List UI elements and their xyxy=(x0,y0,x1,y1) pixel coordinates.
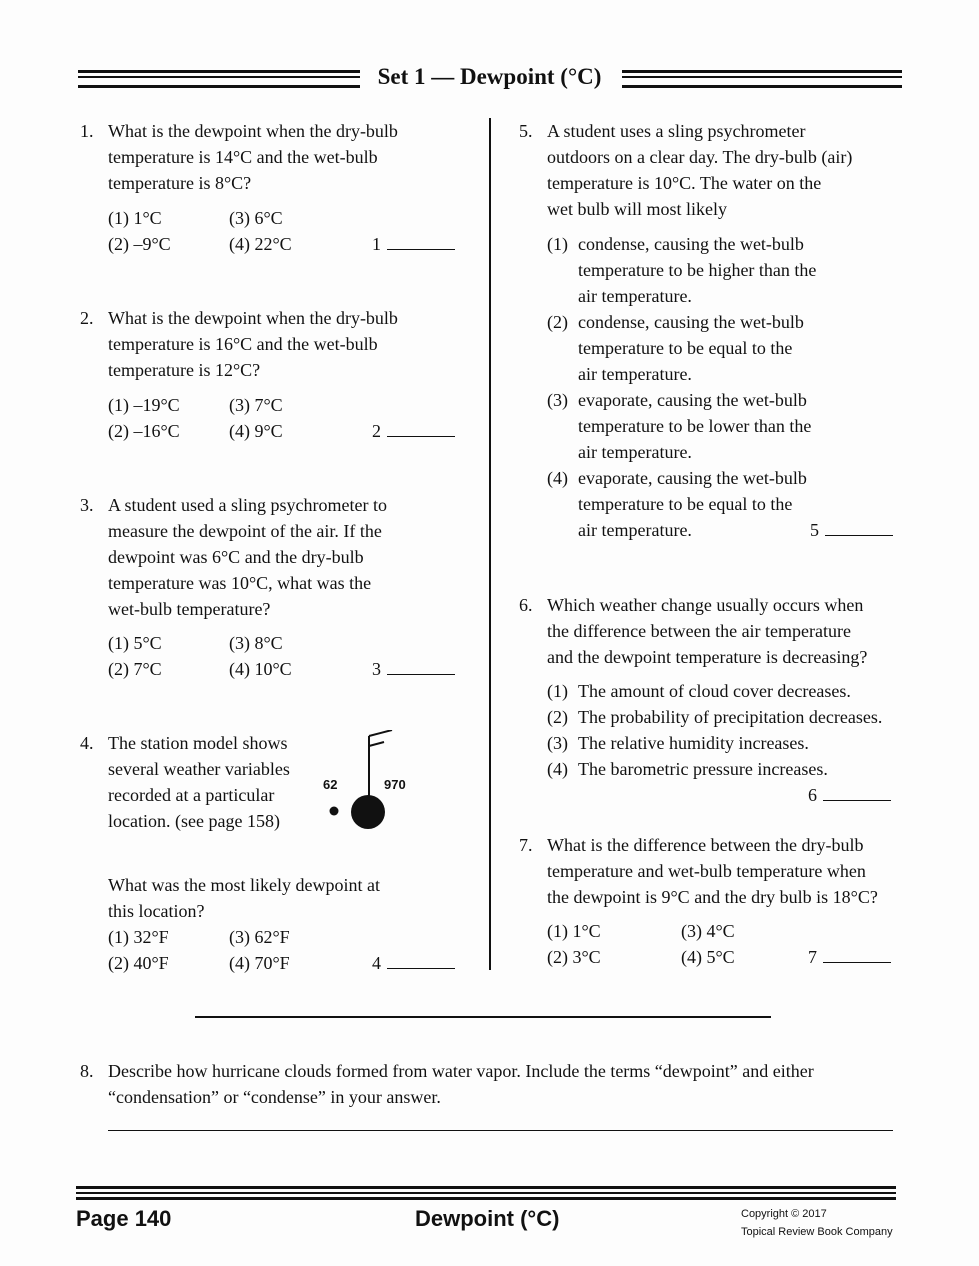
answer-choice[interactable]: (4) 5°C xyxy=(681,947,735,967)
question-number: 5. xyxy=(519,121,533,141)
answer-choice[interactable]: (2) 7°C xyxy=(108,659,162,679)
publisher: Topical Review Book Company xyxy=(741,1226,893,1238)
answer-number: 4 xyxy=(372,953,381,973)
question-stem-line: the dewpoint is 9°C and the dry bulb is 18°C? xyxy=(547,887,878,907)
answer-choice-text[interactable]: The relative humidity increases. xyxy=(578,733,809,753)
answer-line[interactable] xyxy=(825,517,893,536)
answer-blank[interactable] xyxy=(810,517,893,543)
answer-choice-text[interactable]: temperature to be higher than the xyxy=(578,260,817,280)
answer-choice-text[interactable]: air temperature. xyxy=(578,364,692,384)
answer-number: 3 xyxy=(372,659,381,679)
answer-number: 1 xyxy=(372,234,381,254)
question-stem-line: outdoors on a clear day. The dry-bulb (air) xyxy=(547,147,853,167)
answer-choice[interactable]: (1) –19°C xyxy=(108,395,180,415)
answer-choice-number[interactable]: (3) xyxy=(547,390,568,410)
answer-line[interactable] xyxy=(823,944,891,963)
answer-choice[interactable]: (1) 5°C xyxy=(108,633,162,653)
answer-line[interactable] xyxy=(387,656,455,675)
question-number: 6. xyxy=(519,595,533,615)
answer-choice[interactable]: (4) 22°C xyxy=(229,234,292,254)
answer-choice[interactable]: (4) 9°C xyxy=(229,421,283,441)
answer-blank[interactable] xyxy=(372,950,455,976)
q8-answer-line[interactable] xyxy=(108,1130,893,1131)
answer-number: 5 xyxy=(810,520,819,540)
question-stem-line: temperature is 16°C and the wet-bulb xyxy=(108,334,378,354)
answer-choice-number[interactable]: (2) xyxy=(547,707,568,727)
section-divider xyxy=(195,1016,771,1018)
answer-choice[interactable]: (3) 8°C xyxy=(229,633,283,653)
answer-choice[interactable]: (2) –16°C xyxy=(108,421,180,441)
answer-choice[interactable]: (3) 7°C xyxy=(229,395,283,415)
question-stem-line: What is the difference between the dry-bulb xyxy=(547,835,864,855)
question-stem-line: this location? xyxy=(108,901,205,921)
answer-choice-text[interactable]: air temperature. xyxy=(578,286,692,306)
answer-choice-text[interactable]: evaporate, causing the wet-bulb xyxy=(578,468,807,488)
answer-choice-number[interactable]: (4) xyxy=(547,468,568,488)
answer-choice-text[interactable]: The barometric pressure increases. xyxy=(578,759,828,779)
question-stem-line: and the dewpoint temperature is decreasing? xyxy=(547,647,868,667)
page-title: Set 1 — Dewpoint (°C) xyxy=(377,64,602,89)
answer-blank[interactable] xyxy=(372,418,455,444)
question-stem-line: several weather variables xyxy=(108,759,290,779)
answer-choice-number[interactable]: (3) xyxy=(547,733,568,753)
answer-choice[interactable]: (1) 1°C xyxy=(108,208,162,228)
header-rule-right xyxy=(622,70,902,88)
question-number: 4. xyxy=(80,733,94,753)
answer-number: 7 xyxy=(808,947,817,967)
answer-choice-text[interactable]: evaporate, causing the wet-bulb xyxy=(578,390,807,410)
question-stem-line: temperature is 12°C? xyxy=(108,360,261,380)
footer-title: Dewpoint (°C) xyxy=(415,1206,560,1231)
answer-number: 6 xyxy=(808,785,817,805)
answer-line[interactable] xyxy=(387,950,455,969)
answer-choice[interactable]: (3) 4°C xyxy=(681,921,735,941)
answer-choice-text[interactable]: air temperature. xyxy=(578,442,692,462)
answer-choice-text[interactable]: temperature to be equal to the xyxy=(578,494,793,514)
answer-choice[interactable]: (2) 40°F xyxy=(108,953,169,973)
question-stem-line: wet bulb will most likely xyxy=(547,199,727,219)
answer-choice-text[interactable]: temperature to be lower than the xyxy=(578,416,812,436)
answer-choice[interactable]: (4) 70°F xyxy=(229,953,290,973)
question-stem-line: temperature is 14°C and the wet-bulb xyxy=(108,147,378,167)
column-divider xyxy=(489,118,491,970)
answer-line[interactable] xyxy=(387,418,455,437)
answer-choice-text[interactable]: air temperature. xyxy=(578,520,692,540)
station-pressure: 970 xyxy=(384,777,406,792)
question-stem-line: measure the dewpoint of the air. If the xyxy=(108,521,382,541)
question-number: 8. xyxy=(80,1061,94,1081)
answer-choice-number[interactable]: (2) xyxy=(547,312,568,332)
answer-choice[interactable]: (1) 32°F xyxy=(108,927,169,947)
answer-choice-text[interactable]: condense, causing the wet-bulb xyxy=(578,312,804,332)
question-number: 7. xyxy=(519,835,533,855)
question-stem-line: temperature was 10°C, what was the xyxy=(108,573,372,593)
answer-line[interactable] xyxy=(387,231,455,250)
answer-line[interactable] xyxy=(823,782,891,801)
answer-choice-text[interactable]: The probability of precipitation decreases. xyxy=(578,707,883,727)
question-stem-line: A student uses a sling psychrometer xyxy=(547,121,806,141)
question-stem-line: dewpoint was 6°C and the dry-bulb xyxy=(108,547,364,567)
answer-choice-number[interactable]: (1) xyxy=(547,681,568,701)
question-stem-line: temperature is 10°C. The water on the xyxy=(547,173,822,193)
answer-choice[interactable]: (3) 6°C xyxy=(229,208,283,228)
question-stem-line: location. (see page 158) xyxy=(108,811,280,831)
question-stem-line: What was the most likely dewpoint at xyxy=(108,875,380,895)
answer-choice-text[interactable]: condense, causing the wet-bulb xyxy=(578,234,804,254)
question-stem-line: The station model shows xyxy=(108,733,288,753)
question-stem-line: “condensation” or “condense” in your answer. xyxy=(108,1087,441,1107)
answer-choice[interactable]: (2) 3°C xyxy=(547,947,601,967)
answer-choice[interactable]: (1) 1°C xyxy=(547,921,601,941)
copyright: Copyright © 2017 xyxy=(741,1208,827,1220)
answer-blank[interactable] xyxy=(372,656,455,682)
question-number: 1. xyxy=(80,121,94,141)
page-number: Page 140 xyxy=(76,1206,172,1231)
answer-choice-text[interactable]: temperature to be equal to the xyxy=(578,338,793,358)
question-stem-line: Describe how hurricane clouds formed from water vapor. Include the terms “dewpoint” and either xyxy=(108,1061,814,1081)
answer-blank[interactable] xyxy=(372,231,455,257)
question-stem-line: temperature is 8°C? xyxy=(108,173,252,193)
answer-choice[interactable]: (3) 62°F xyxy=(229,927,290,947)
answer-choice[interactable]: (2) –9°C xyxy=(108,234,171,254)
answer-choice[interactable]: (4) 10°C xyxy=(229,659,292,679)
answer-choice-text[interactable]: The amount of cloud cover decreases. xyxy=(578,681,851,701)
answer-choice-number[interactable]: (4) xyxy=(547,759,568,779)
question-stem-line: Which weather change usually occurs when xyxy=(547,595,864,615)
footer-rule xyxy=(76,1186,896,1200)
question-stem-line: What is the dewpoint when the dry-bulb xyxy=(108,121,398,141)
question-number: 2. xyxy=(80,308,94,328)
question-stem-line: wet-bulb temperature? xyxy=(108,599,271,619)
question-stem-line: A student used a sling psychrometer to xyxy=(108,495,387,515)
answer-blank[interactable] xyxy=(808,782,891,808)
question-stem-line: temperature and wet-bulb temperature when xyxy=(547,861,866,881)
question-stem-line: the difference between the air temperature xyxy=(547,621,851,641)
question-stem-line: recorded at a particular xyxy=(108,785,275,805)
answer-blank[interactable] xyxy=(808,944,891,970)
station-temperature: 62 xyxy=(323,777,338,792)
question-stem-line: What is the dewpoint when the dry-bulb xyxy=(108,308,398,328)
answer-choice-number[interactable]: (1) xyxy=(547,234,568,254)
answer-number: 2 xyxy=(372,421,381,441)
question-number: 3. xyxy=(80,495,94,515)
